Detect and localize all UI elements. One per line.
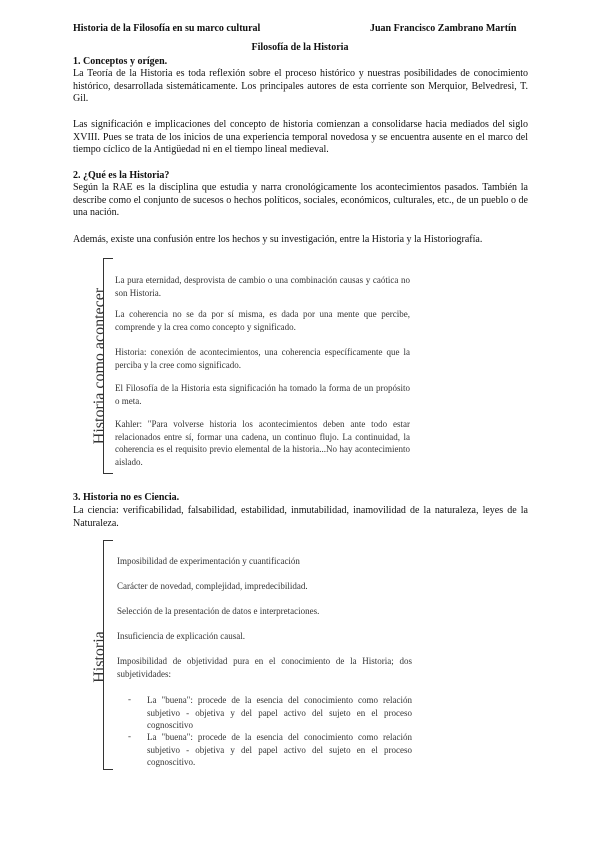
diagram-item: La pura eternidad, desprovista de cambio o una combinación causas y caótica no son Historia. (115, 275, 410, 298)
diagram-item: La coherencia no se da por sí misma, es dada por una mente que percibe, comprende y la crea como concepto y significado. (115, 309, 410, 332)
section2-paragraph-2: Además, existe una confusión entre los hechos y su investigación, entre la Historia y la Historiografía. (73, 234, 483, 245)
sub-item: La "buena": procede de la esencia del conocimiento como relación subjetivo - objetiva y del papel activo del sujeto en el proceso cognoscitivo. (147, 732, 412, 768)
diagram-item: Kahler: "Para volverse historia los acontecimientos deben ante todo estar relacionados entre sí, formar una cadena, un continuo flujo. La continuidad, la coherencia es el requisito previo elemental de la historia...No hay acontecimiento aislado. (115, 419, 410, 467)
section3-paragraph-1: La ciencia: verificabilidad, falsabilidad, estabilidad, inmutabilidad, inamovilidad de la naturaleza, leyes de la Naturaleza. (73, 505, 528, 529)
bracket-tick-top (103, 540, 113, 541)
section-heading-2: 2. ¿Qué es la Historia? (73, 170, 170, 181)
section1-paragraph-2: Las significación e implicaciones del concepto de historia comienzan a consolidarse hacia mediados del siglo XVIII. Pues se trata de los inicios de una experiencia temporal novedosa y se encuentra ausente en el marco del tiempo cíclico de la Antigüedad ni en el tiempo lineal medieval. (73, 119, 528, 155)
bracket-tick-bottom (103, 769, 113, 770)
diagram-historia (91, 540, 425, 770)
page-title: Filosofía de la Historia (251, 42, 349, 53)
header-left: Historia de la Filosofía en su marco cultural (73, 23, 261, 34)
bracket-tick-top (103, 258, 113, 259)
section1-paragraph-1: La Teoría de la Historia es toda reflexión sobre el proceso histórico y nuestras posibilidades de conocimiento histórico, desarrollada sistemáticamente. Los principales autores de esta corriente son Merquior, Belvedresi, T. Gil. (73, 68, 528, 104)
diagram-item: Imposibilidad de experimentación y cuantificación (117, 556, 300, 566)
header-right: Juan Francisco Zambrano Martín (370, 23, 517, 34)
bracket-tick-bottom (103, 473, 113, 474)
diagram-item: Imposibilidad de objetividad pura en el conocimiento de la Historia; dos subjetividades: (117, 656, 412, 679)
section2-paragraph-1: Según la RAE es la disciplina que estudia y narra cronológicamente los acontecimientos pasados. También la describe como el conjunto de sucesos o hechos políticos, sociales, económicos, culturales, etc., de un pueblo o de una nación. (73, 182, 528, 218)
sub-item: La "buena": procede de la esencia del conocimiento como relación subjetivo - objetiva y del papel activo del sujeto en el proceso cognoscitivo (147, 695, 412, 731)
vertical-label: Historia como acontecer (91, 287, 108, 445)
bullet-dash: - (128, 731, 131, 741)
bullet-dash: - (128, 694, 131, 704)
section-heading-1: 1. Conceptos y orígen. (73, 56, 168, 67)
diagram-item: Insuficiencia de explicación causal. (117, 631, 245, 641)
diagram-item: Selección de la presentación de datos e interpretaciones. (117, 606, 320, 616)
section-heading-3: 3. Historia no es Ciencia. (73, 492, 180, 503)
vertical-label: Historia (91, 631, 108, 683)
diagram-item: Historia: conexión de acontecimientos, una coherencia específicamente que la perciba y la cree como significado. (115, 347, 410, 370)
diagram-historia-acontecer (91, 258, 425, 474)
diagram-item: Carácter de novedad, complejidad, impredecibilidad. (117, 581, 308, 591)
diagram-item: El Filosofía de la Historia esta significación ha tomado la forma de un propósito o meta. (115, 383, 410, 406)
